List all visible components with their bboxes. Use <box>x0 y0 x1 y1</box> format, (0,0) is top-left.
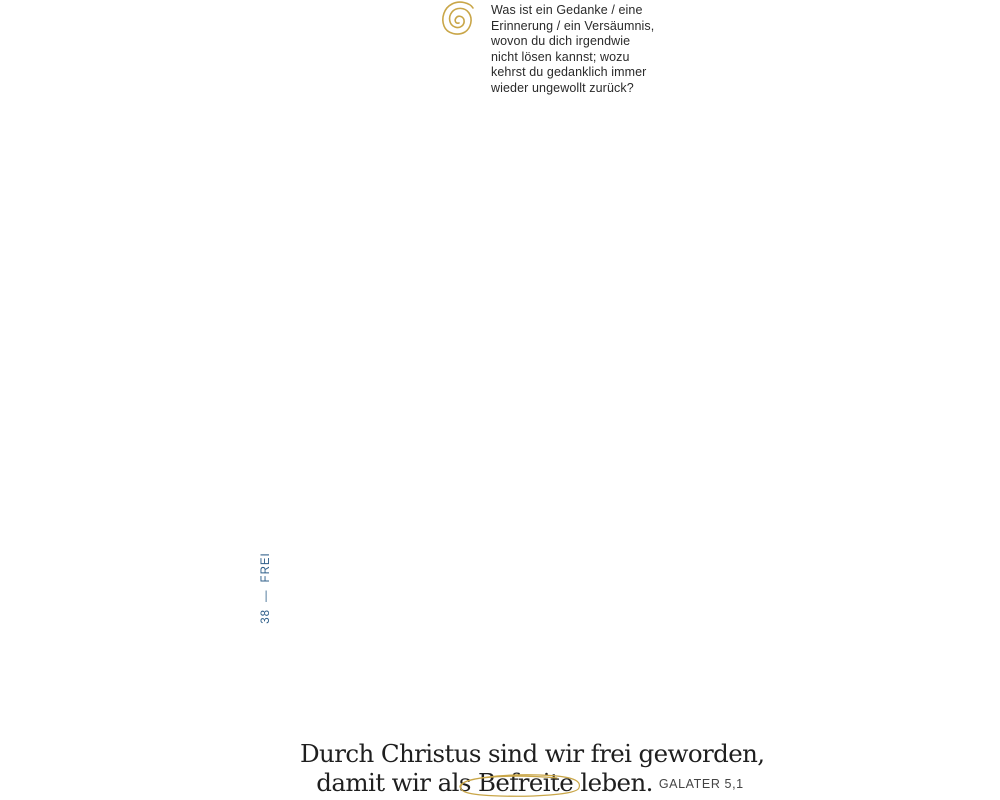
quote-text-before: damit wir al <box>316 768 459 797</box>
spiral-icon <box>438 0 478 44</box>
highlighted-text: s Befreite <box>458 768 574 797</box>
journal-prompt-text: Was ist ein Gedanke / eine Erinnerung / ein Versäumnis, wovon du dich irgendwie nicht lösen kannst; wozu kehrst du gedanklich immer wieder ungewollt zurück? <box>491 3 655 95</box>
bible-quote <box>300 739 765 799</box>
page-marker <box>260 552 272 624</box>
quote-line-2 <box>300 768 760 799</box>
section-title: FREI <box>260 552 272 583</box>
quote-reference: GALATER 5,1 <box>658 777 744 791</box>
quote-text-after: leben. <box>573 768 653 797</box>
page-number: 38 <box>260 608 272 624</box>
highlighted-phrase <box>459 768 573 797</box>
quote-line-1: Durch Christus sind wir frei geworden, <box>300 739 765 768</box>
page-marker-dash: — <box>260 589 272 602</box>
